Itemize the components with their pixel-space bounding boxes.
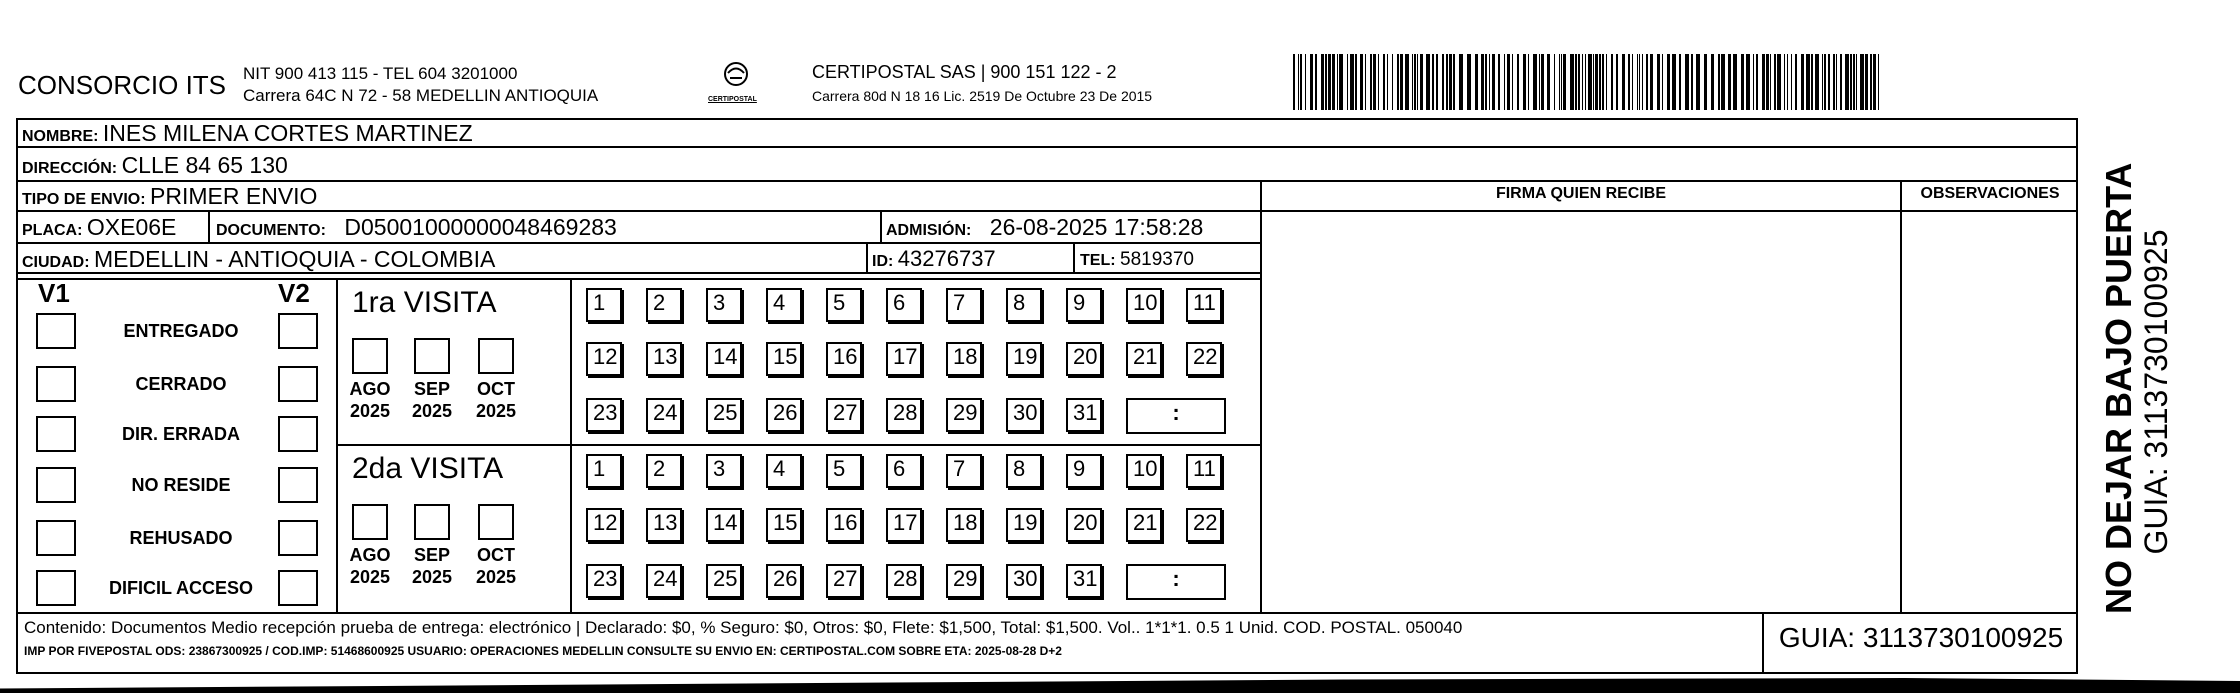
day-checkbox[interactable]: 14: [706, 508, 742, 542]
tel-value: 5819370: [1120, 249, 1194, 270]
status-label: REHUSADO: [129, 528, 233, 548]
nombre-label: NOMBRE:: [22, 128, 99, 145]
v2-checkbox[interactable]: [278, 416, 318, 452]
day-checkbox[interactable]: 24: [646, 398, 682, 432]
day-checkbox[interactable]: 2: [646, 454, 682, 488]
day-checkbox[interactable]: 16: [826, 342, 862, 376]
imp-line: IMP POR FIVEPOSTAL ODS: 23867300925 / COD.IMP: 51468600925 USUARIO: OPERACIONES MEDELLIN CONSULTE SU ENVIO EN: CERTIPOSTAL.COM SOBRE ETA: 2025-08-28 D+2: [24, 644, 1062, 658]
ciudad-field: [22, 246, 495, 273]
day-checkbox[interactable]: 12: [586, 342, 622, 376]
day-checkbox[interactable]: 20: [1066, 508, 1102, 542]
status-label: DIR. ERRADA: [121, 424, 240, 444]
day-checkbox[interactable]: 23: [586, 564, 622, 598]
day-checkbox[interactable]: 28: [886, 564, 922, 598]
year-label: 2025: [349, 567, 391, 587]
day-checkbox[interactable]: 10: [1126, 288, 1162, 322]
v2-checkbox[interactable]: [278, 366, 318, 402]
day-checkbox[interactable]: 7: [946, 288, 982, 322]
ciudad-label: CIUDAD:: [22, 254, 90, 271]
day-checkbox[interactable]: 29: [946, 398, 982, 432]
day-checkbox[interactable]: 11: [1186, 454, 1222, 488]
v2-checkbox[interactable]: [278, 520, 318, 556]
day-checkbox[interactable]: 15: [766, 508, 802, 542]
month-checkbox[interactable]: [478, 504, 514, 540]
documento-field: [216, 214, 617, 241]
day-checkbox[interactable]: 8: [1006, 454, 1042, 488]
month-checkbox[interactable]: [478, 338, 514, 374]
day-checkbox[interactable]: 21: [1126, 342, 1162, 376]
day-checkbox[interactable]: 22: [1186, 508, 1222, 542]
signature-area[interactable]: [1264, 212, 1898, 610]
day-checkbox[interactable]: 1: [586, 288, 622, 322]
day-checkbox[interactable]: 22: [1186, 342, 1222, 376]
month-label: AGO: [349, 545, 391, 565]
month-label: OCT: [477, 379, 515, 399]
tipo-envio-label: TIPO DE ENVIO:: [22, 191, 146, 208]
tel-label: TEL:: [1080, 252, 1116, 269]
placa-value: OXE06E: [86, 214, 177, 240]
day-checkbox[interactable]: 3: [706, 288, 742, 322]
day-checkbox[interactable]: 8: [1006, 288, 1042, 322]
day-checkbox[interactable]: 24: [646, 564, 682, 598]
placa-field: [22, 214, 176, 241]
day-checkbox[interactable]: 16: [826, 508, 862, 542]
tipo-envio-row: [22, 183, 317, 210]
day-checkbox[interactable]: 3: [706, 454, 742, 488]
footer-guia: GUIA: 3113730100925: [1778, 622, 2064, 653]
v1-header: V1: [38, 278, 70, 308]
company-name: CONSORCIO ITS: [18, 70, 227, 100]
day-checkbox[interactable]: 4: [766, 288, 802, 322]
status-label: NO RESIDE: [131, 475, 231, 495]
barcode: [1293, 54, 1883, 110]
status-label: ENTREGADO: [123, 321, 239, 341]
month-checkbox[interactable]: [352, 338, 388, 374]
direccion-value: CLLE 84 65 130: [121, 152, 288, 178]
year-label: 2025: [411, 567, 453, 587]
day-checkbox[interactable]: 20: [1066, 342, 1102, 376]
courier-name: CERTIPOSTAL SAS | 900 151 122 - 2: [812, 62, 1117, 82]
day-checkbox[interactable]: 5: [826, 454, 862, 488]
admision-label: ADMISIÓN:: [886, 222, 972, 239]
day-checkbox[interactable]: 29: [946, 564, 982, 598]
day-checkbox[interactable]: 7: [946, 454, 982, 488]
day-checkbox[interactable]: 18: [946, 342, 982, 376]
day-checkbox[interactable]: 19: [1006, 508, 1042, 542]
direccion-label: DIRECCIÓN:: [22, 160, 118, 177]
company-nit: NIT 900 413 115 - TEL 604 3201000: [243, 64, 518, 83]
direccion-row: [22, 152, 288, 179]
visit-title: 2da VISITA: [352, 452, 504, 485]
day-checkbox[interactable]: 30: [1006, 398, 1042, 432]
admision-field: [886, 214, 1203, 241]
day-checkbox[interactable]: 17: [886, 342, 922, 376]
day-checkbox[interactable]: 4: [766, 454, 802, 488]
v1-checkbox[interactable]: [36, 570, 76, 606]
visit-title: 1ra VISITA: [352, 286, 497, 319]
v2-header: V2: [278, 278, 310, 308]
observations-area[interactable]: [1904, 212, 2076, 610]
day-checkbox[interactable]: 23: [586, 398, 622, 432]
company-address: Carrera 64C N 72 - 58 MEDELLIN ANTIOQUIA: [243, 86, 599, 105]
day-checkbox[interactable]: 19: [1006, 342, 1042, 376]
day-checkbox[interactable]: 21: [1126, 508, 1162, 542]
day-checkbox[interactable]: 27: [826, 398, 862, 432]
year-label: 2025: [475, 401, 517, 421]
v2-checkbox[interactable]: [278, 467, 318, 503]
v2-checkbox[interactable]: [278, 313, 318, 349]
day-checkbox[interactable]: 1: [586, 454, 622, 488]
day-checkbox[interactable]: 17: [886, 508, 922, 542]
documento-value: D05001000000048469283: [344, 214, 617, 240]
day-checkbox[interactable]: 25: [706, 398, 742, 432]
day-checkbox[interactable]: 15: [766, 342, 802, 376]
day-checkbox[interactable]: 26: [766, 398, 802, 432]
day-checkbox[interactable]: 31: [1066, 398, 1102, 432]
day-checkbox[interactable]: 6: [886, 288, 922, 322]
id-label: ID:: [872, 253, 894, 270]
day-checkbox[interactable]: 31: [1066, 564, 1102, 598]
status-label: CERRADO: [135, 374, 227, 394]
day-checkbox[interactable]: 28: [886, 398, 922, 432]
admision-value: 26-08-2025 17:58:28: [989, 214, 1204, 240]
month-label: SEP: [413, 545, 451, 565]
time-box[interactable]: :: [1126, 564, 1226, 600]
month-label: OCT: [477, 545, 515, 565]
day-checkbox[interactable]: 11: [1186, 288, 1222, 322]
month-checkbox[interactable]: [414, 338, 450, 374]
v1-checkbox[interactable]: [36, 520, 76, 556]
side-guia: GUIA: 3113730100925: [2138, 229, 2174, 555]
day-checkbox[interactable]: 6: [886, 454, 922, 488]
year-label: 2025: [411, 401, 453, 421]
paper-edge: [0, 678, 2240, 693]
day-checkbox[interactable]: 12: [586, 508, 622, 542]
day-checkbox[interactable]: 5: [826, 288, 862, 322]
placa-label: PLACA:: [22, 222, 83, 239]
month-label: SEP: [413, 379, 451, 399]
month-label: AGO: [349, 379, 391, 399]
documento-label: DOCUMENTO:: [216, 222, 326, 239]
v1-checkbox[interactable]: [36, 467, 76, 503]
tel-field: [1080, 249, 1194, 271]
side-warning: NO DEJAR BAJO PUERTA: [2098, 162, 2139, 614]
day-checkbox[interactable]: 30: [1006, 564, 1042, 598]
day-checkbox[interactable]: 18: [946, 508, 982, 542]
day-checkbox[interactable]: 13: [646, 342, 682, 376]
tipo-envio-value: PRIMER ENVIO: [150, 183, 318, 209]
id-field: [872, 246, 996, 272]
month-checkbox[interactable]: [414, 504, 450, 540]
v2-checkbox[interactable]: [278, 570, 318, 606]
day-checkbox[interactable]: 25: [706, 564, 742, 598]
v1-checkbox[interactable]: [36, 416, 76, 452]
time-box[interactable]: :: [1126, 398, 1226, 434]
year-label: 2025: [475, 567, 517, 587]
day-checkbox[interactable]: 10: [1126, 454, 1162, 488]
firma-header: FIRMA QUIEN RECIBE: [1495, 185, 1667, 202]
observaciones-header: OBSERVACIONES: [1920, 185, 2060, 202]
logo-text: CERTIPOSTAL: [708, 96, 757, 103]
ciudad-value: MEDELLIN - ANTIOQUIA - COLOMBIA: [94, 246, 496, 272]
v1-checkbox[interactable]: [36, 366, 76, 402]
day-checkbox[interactable]: 9: [1066, 454, 1102, 488]
day-checkbox[interactable]: 2: [646, 288, 682, 322]
day-checkbox[interactable]: 27: [826, 564, 862, 598]
day-checkbox[interactable]: 13: [646, 508, 682, 542]
status-label: DIFICIL ACCESO: [108, 578, 253, 598]
month-checkbox[interactable]: [352, 504, 388, 540]
contenido-line: Contenido: Documentos Medio recepción prueba de entrega: electrónico | Declarado: $0, % Seguro: $0, Otros: $0, Flete: $1,500, Total: $1,500. Vol.. 1*1*1. 0.5 1 Unid. COD. POSTAL. 050040: [24, 618, 1463, 637]
courier-license: Carrera 80d N 18 16 Lic. 2519 De Octubre 23 De 2015: [812, 88, 1153, 104]
nombre-value: INES MILENA CORTES MARTINEZ: [102, 120, 473, 146]
nombre-row: [22, 120, 473, 147]
v1-checkbox[interactable]: [36, 313, 76, 349]
day-checkbox[interactable]: 26: [766, 564, 802, 598]
day-checkbox[interactable]: 9: [1066, 288, 1102, 322]
year-label: 2025: [349, 401, 391, 421]
id-value: 43276737: [897, 246, 996, 271]
day-checkbox[interactable]: 14: [706, 342, 742, 376]
